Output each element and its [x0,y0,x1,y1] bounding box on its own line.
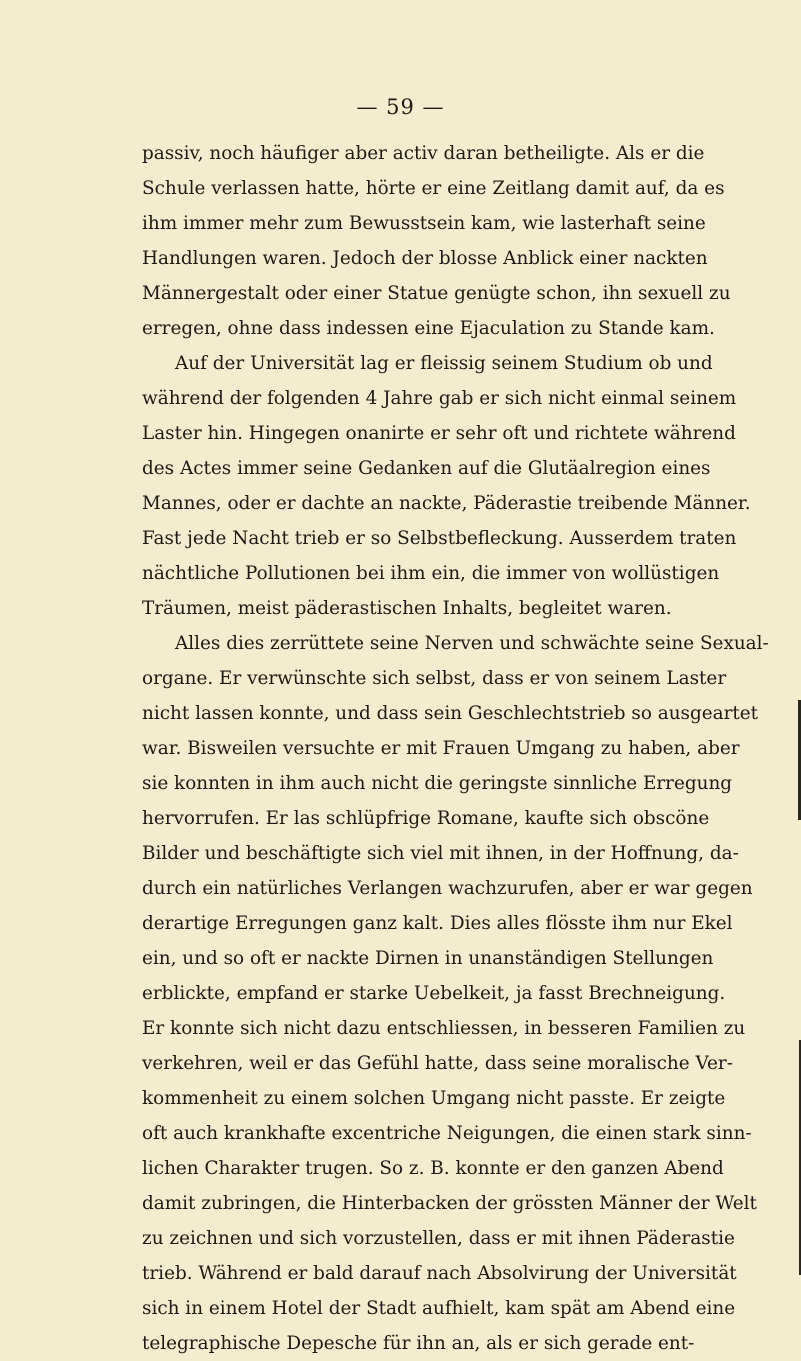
paragraph-start-line: Alles dies zerrüttete seine Nerven und schwächte seine Sexual- [175,633,769,654]
text-line: Fast jede Nacht trieb er so Selbstbefleckung. Ausserdem traten [142,528,737,549]
text-line: damit zubringen, die Hinterbacken der grössten Männer der Welt [142,1193,757,1214]
text-line: während der folgenden 4 Jahre gab er sich nicht einmal seinem [142,388,737,409]
text-line: Er konnte sich nicht dazu entschliessen, in besseren Familien zu [142,1018,746,1039]
text-line: trieb. Während er bald darauf nach Absolvirung der Universität [142,1263,737,1284]
text-line: verkehren, weil er das Gefühl hatte, dass seine moralische Ver- [142,1053,733,1074]
body-text [142,136,769,1361]
text-line: Bilder und beschäftigte sich viel mit ihnen, in der Hoffnung, da- [142,843,739,864]
text-line: hervorrufen. Er las schlüpfrige Romane, kaufte sich obscöne [142,808,710,829]
text-line: derartige Erregungen ganz kalt. Dies alles flösste ihm nur Ekel [142,913,733,934]
text-line: war. Bisweilen versuchte er mit Frauen Umgang zu haben, aber [142,738,740,759]
text-line: sie konnten in ihm auch nicht die geringste sinnliche Erregung [142,773,733,794]
text-line: kommenheit zu einem solchen Umgang nicht passte. Er zeigte [142,1088,726,1109]
text-line: sich in einem Hotel der Stadt aufhielt, kam spät am Abend eine [142,1298,736,1319]
text-line: erblickte, empfand er starke Uebelkeit, ja fasst Brechneigung. [142,983,726,1004]
text-line: passiv, noch häufiger aber activ daran betheiligte. Als er die [142,143,705,164]
text-line: ihm immer mehr zum Bewusstsein kam, wie lasterhaft seine [142,213,706,234]
text-line: erregen, ohne dass indessen eine Ejaculation zu Stande kam. [142,318,715,339]
text-line: Träumen, meist päderastischen Inhalts, begleitet waren. [142,598,672,619]
text-line: Mannes, oder er dachte an nackte, Päderastie treibende Männer. [142,493,751,514]
text-line: oft auch krankhafte excentriche Neigungen, die einen stark sinn- [142,1123,752,1144]
text-line: Schule verlassen hatte, hörte er eine Zeitlang damit auf, da es [142,178,725,199]
text-line: zu zeichnen und sich vorzustellen, dass er mit ihnen Päderastie [142,1228,735,1249]
text-line: telegraphische Depesche für ihn an, als er sich gerade ent- [142,1333,695,1354]
text-line: Männergestalt oder einer Statue genügte schon, ihn sexuell zu [142,283,731,304]
text-line: Laster hin. Hingegen onanirte er sehr oft und richtete während [142,423,736,444]
text-line: ein, und so oft er nackte Dirnen in unanständigen Stellungen [142,948,714,969]
text-line: nicht lassen konnte, und dass sein Geschlechtstrieb so ausgeartet [142,703,759,724]
paragraph-start-line: Auf der Universität lag er fleissig seinem Studium ob und [175,353,713,374]
text-line: Handlungen waren. Jedoch der blosse Anblick einer nackten [142,248,708,269]
page-number-header: — 59 — [356,95,445,119]
text-line: des Actes immer seine Gedanken auf die Glutäalregion eines [142,458,711,479]
text-line: organe. Er verwünschte sich selbst, dass er von seinem Laster [142,668,727,689]
text-line: nächtliche Pollutionen bei ihm ein, die immer von wollüstigen [142,563,720,584]
text-line: durch ein natürliches Verlangen wachzurufen, aber er war gegen [142,878,753,899]
text-line: lichen Charakter trugen. So z. B. konnte er den ganzen Abend [142,1158,724,1179]
